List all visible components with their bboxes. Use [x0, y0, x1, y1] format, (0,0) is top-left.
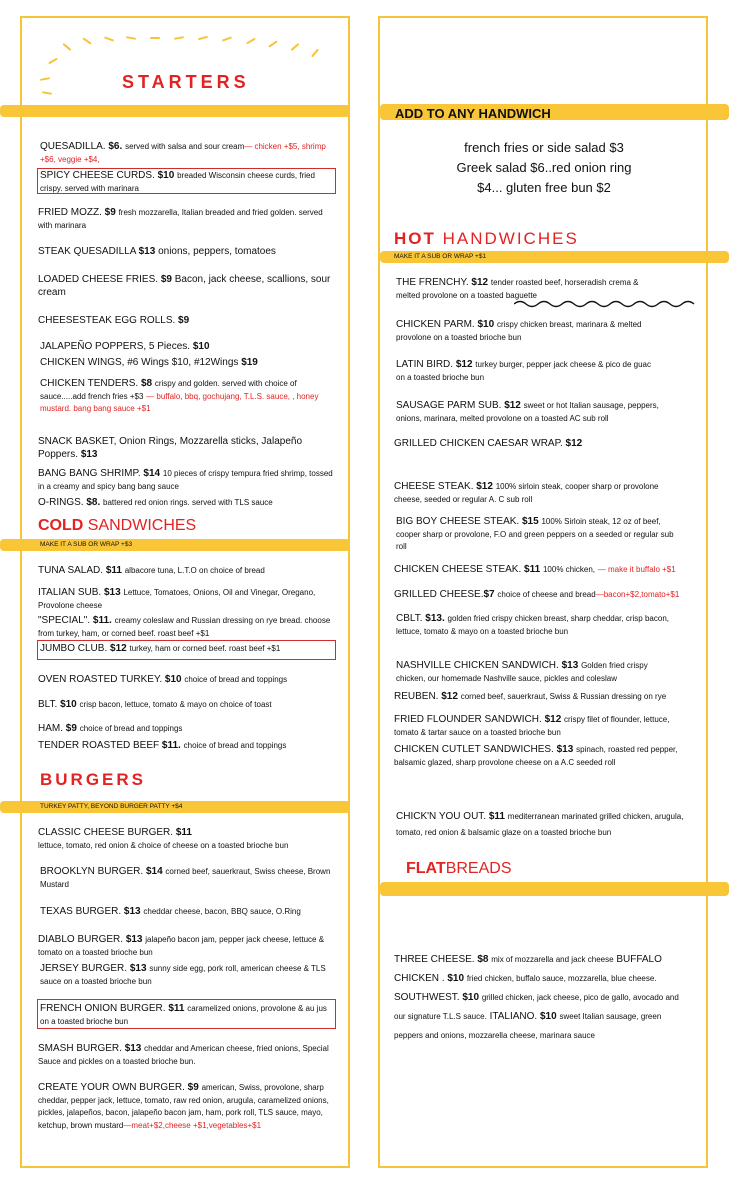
menu-item-jumbo-club: JUMBO CLUB. $12 turkey, ham or corned beef. roast beef +$1 [40, 643, 281, 654]
menu-item-classic-cheese-burger: CLASSIC CHEESE BURGER. $11 lettuce, tomato, red onion & choice of cheese on a toasted brioche bun [38, 827, 289, 850]
menu-item-french-onion-burger: FRENCH ONION BURGER. $11 caramelized onions, provolone & au jus on a toasted brioche bun [40, 1003, 327, 1026]
menu-item-chicken-cutlet-sandwiches: CHICKEN CUTLET SANDWICHES. $13 spinach, roasted red pepper, balsamic glazed, sharp provolone cheese on a A.C seeded roll [394, 744, 678, 767]
menu-item-reuben: REUBEN. $12 corned beef, sauerkraut, Swiss & Russian dressing on rye [394, 691, 667, 702]
menu-item-cheesesteak-egg-rolls: CHEESESTEAK EGG ROLLS. $9 [38, 315, 190, 326]
menu-item-cblt: CBLT. $13. golden fried crispy chicken breast, sharp cheddar, crisp bacon, lettuce, tomato & mayo on a toasted brioche bun [396, 613, 669, 636]
menu-item-chicken-tenders: CHICKEN TENDERS. $8 crispy and golden. served with choice of sauce.....add french fries +$3 — buffalo, bbq, gochujang, T.L.S. sauce, , honey mustard. bang bang sauce +$1 [40, 378, 319, 413]
menu-item-snack-basket: SNACK BASKET, Onion Rings, Mozzarella sticks, Jalapeño Poppers. $13 [38, 436, 302, 460]
menu-item-jalapeno-poppers: JALAPEÑO POPPERS, 5 Pieces. $10 [40, 341, 210, 352]
menu-item-tuna-salad: TUNA SALAD. $11 albacore tuna, L.T.O on choice of bread [38, 565, 265, 576]
menu-item-oven-roasted-turkey: OVEN ROASTED TURKEY. $10 choice of bread and toppings [38, 674, 288, 685]
menu-item-chicken-cheese-steak: CHICKEN CHEESE STEAK. $11 100% chicken, — make it buffalo +$1 [394, 564, 676, 575]
squiggle-divider [514, 299, 704, 309]
menu-item-bang-bang-shrimp: BANG BANG SHRIMP. $14 10 pieces of crispy tempura fried shrimp, tossed in a creamy and spicy bang bang sauce [38, 468, 333, 491]
menu-item-southwest: SOUTHWEST. $10 grilled chicken, jack cheese, pico de gallo, avocado and our signature T.L.S sauce. [394, 992, 679, 1021]
addon-line-3: $4... gluten free bun $2 [477, 180, 611, 195]
menu-item-chicken-parm: CHICKEN PARM. $10 crispy chicken breast, marinara & melted provolone on a toasted brioche bun [396, 319, 642, 342]
menu-item-italian-sub: ITALIAN SUB. $13 Lettuce, Tomatoes, Onions, Oil and Vinegar, Oregano, Provolone cheese [38, 587, 316, 610]
burgers-note: TURKEY PATTY, BEYOND BURGER PATTY +$4 [40, 803, 183, 810]
menu-item-loaded-cheese-fries: LOADED CHEESE FRIES. $9 Bacon, jack cheese, scallions, sour cream [38, 274, 331, 298]
menu-item-grilled-cheese: GRILLED CHEESE.$7 choice of cheese and bread—bacon+$2,tomato+$1 [394, 589, 680, 600]
menu-item-chicken-wings: CHICKEN WINGS, #6 Wings $10, #12Wings $19 [40, 357, 258, 368]
menu-item-smash-burger: SMASH BURGER. $13 cheddar and American cheese, fried onions, Special Sauce and pickles on a toasted brioche bun. [38, 1043, 329, 1066]
menu-item-three-cheese: THREE CHEESE. $8 mix of mozzarella and jack cheese [394, 954, 614, 965]
menu-item-blt: BLT. $10 crisp bacon, lettuce, tomato & mayo on choice of toast [38, 699, 272, 710]
menu-item-create-your-own-burger: CREATE YOUR OWN BURGER. $9 american, Swiss, provolone, sharp cheddar, pepper jack, lettuce, tomato, raw red onion, arugula, caramelized onions, pickles, jalapeños, bacon, jalapeño bacon jam, ham, pork roll, TLS sauce, mayo, ketchup, brown mustard—meat+$2,cheese +$1,vegetables+$1 [38, 1082, 329, 1130]
hot-handwiches-heading: HOT HANDWICHES [394, 229, 579, 248]
addon-line-1: french fries or side salad $3 [464, 140, 624, 155]
menu-item-brooklyn-burger: BROOKLYN BURGER. $14 corned beef, sauerkraut, Swiss cheese, Brown Mustard [40, 866, 331, 889]
menu-item-nashville-chicken-sandwich: NASHVILLE CHICKEN SANDWICH. $13 Golden fried crispy chicken, our homemade Nashville sauce, pickles and coleslaw [396, 660, 648, 683]
flatbreads-band [380, 882, 729, 896]
addon-heading: ADD TO ANY HANDWICH [395, 106, 551, 121]
menu-item-quesadilla: QUESADILLA. $6. served with salsa and sour cream— chicken +$5, shrimp +$6, veggie +$4, [40, 141, 326, 164]
menu-item-sausage-parm-sub: SAUSAGE PARM SUB. $12 sweet or hot Italian sausage, peppers, onions, marinara, melted provolone on a toasted AC sub roll [396, 400, 659, 423]
menu-item-big-boy-cheese-steak: BIG BOY CHEESE STEAK. $15 100% Sirloin steak, 12 oz of beef, cooper sharp or provolone, F.O and green peppers on a seeded or regular sub roll [396, 516, 674, 551]
menu-item-fried-flounder-sandwich: FRIED FLOUNDER SANDWICH. $12 crispy filet of flounder, lettuce, tomato & tartar sauce on a toasted brioche bun [394, 714, 670, 737]
menu-item-italiano: ITALIANO. $10 sweet Italian sausage, green peppers and onions, mozzarella cheese, marinara sauce [394, 1011, 662, 1040]
menu-item-spicy-cheese-curds: SPICY CHEESE CURDS. $10 breaded Wisconsin cheese curds, fried crispy. served with marinara [40, 170, 315, 193]
hot-handwiches-note: MAKE IT A SUB OR WRAP +$1 [394, 253, 487, 260]
menu-item-the-frenchy: THE FRENCHY. $12 tender roasted beef, horseradish crema & melted provolone on a toasted baguette [396, 277, 639, 300]
menu-item-steak-quesadilla: STEAK QUESADILLA $13 onions, peppers, tomatoes [38, 246, 276, 257]
menu-item-ham: HAM. $9 choice of bread and toppings [38, 723, 183, 734]
menu-item-cheese-steak: CHEESE STEAK. $12 100% sirloin steak, cooper sharp or provolone cheese, seeded or regular A. C sub roll [394, 481, 659, 504]
flatbreads-list [394, 950, 690, 1045]
cold-sandwiches-heading: COLD SANDWICHES [38, 517, 197, 534]
menu-item-latin-bird: LATIN BIRD. $12 turkey burger, pepper jack cheese & pico de guac on a toasted brioche bun [396, 359, 651, 382]
menu-item-tender-roasted-beef: TENDER ROASTED BEEF $11. choice of bread and toppings [38, 740, 287, 751]
menu-item-texas-burger: TEXAS BURGER. $13 cheddar cheese, bacon, BBQ sauce, O.Ring [40, 906, 301, 917]
menu-item-special: "SPECIAL". $11. creamy coleslaw and Russian dressing on rye bread. choose from turkey, ham, or corned beef. roast beef +$1 [38, 615, 331, 638]
starters-heading: STARTERS [122, 72, 250, 92]
menu-item-fried-mozz: FRIED MOZZ. $9 fresh mozzarella, Italian breaded and fried golden. served with marinara [38, 207, 323, 230]
menu-item-diablo-burger: DIABLO BURGER. $13 jalapeño bacon jam, pepper jack cheese, lettuce & tomato on a toasted brioche bun [38, 934, 325, 957]
menu-item-buffalo-chicken: BUFFALO CHICKEN . $10 fried chicken, buffalo sauce, mozzarella, blue cheese. [394, 954, 662, 984]
menu-item-jersey-burger: JERSEY BURGER. $13 sunny side egg, pork roll, american cheese & TLS sauce on a toasted brioche bun [40, 963, 326, 986]
menu-item-grilled-chicken-caesar-wrap: GRILLED CHICKEN CAESAR WRAP. $12 [394, 438, 583, 449]
cold-sandwiches-note: MAKE IT A SUB OR WRAP +$3 [40, 541, 133, 548]
menu-item-o-rings: O-RINGS. $8. battered red onion rings. served with TLS sauce [38, 497, 273, 508]
flatbreads-heading: FLATBREADS [406, 860, 512, 877]
starters-band [0, 105, 350, 117]
burgers-heading: BURGERS [40, 770, 147, 789]
menu-item-chickn-you-out: CHICK'N YOU OUT. $11 mediterranean marinated grilled chicken, arugula, tomato, red onion & balsamic glaze on a toasted brioche bun [396, 811, 684, 837]
addon-line-2: Greek salad $6..red onion ring [456, 160, 632, 175]
